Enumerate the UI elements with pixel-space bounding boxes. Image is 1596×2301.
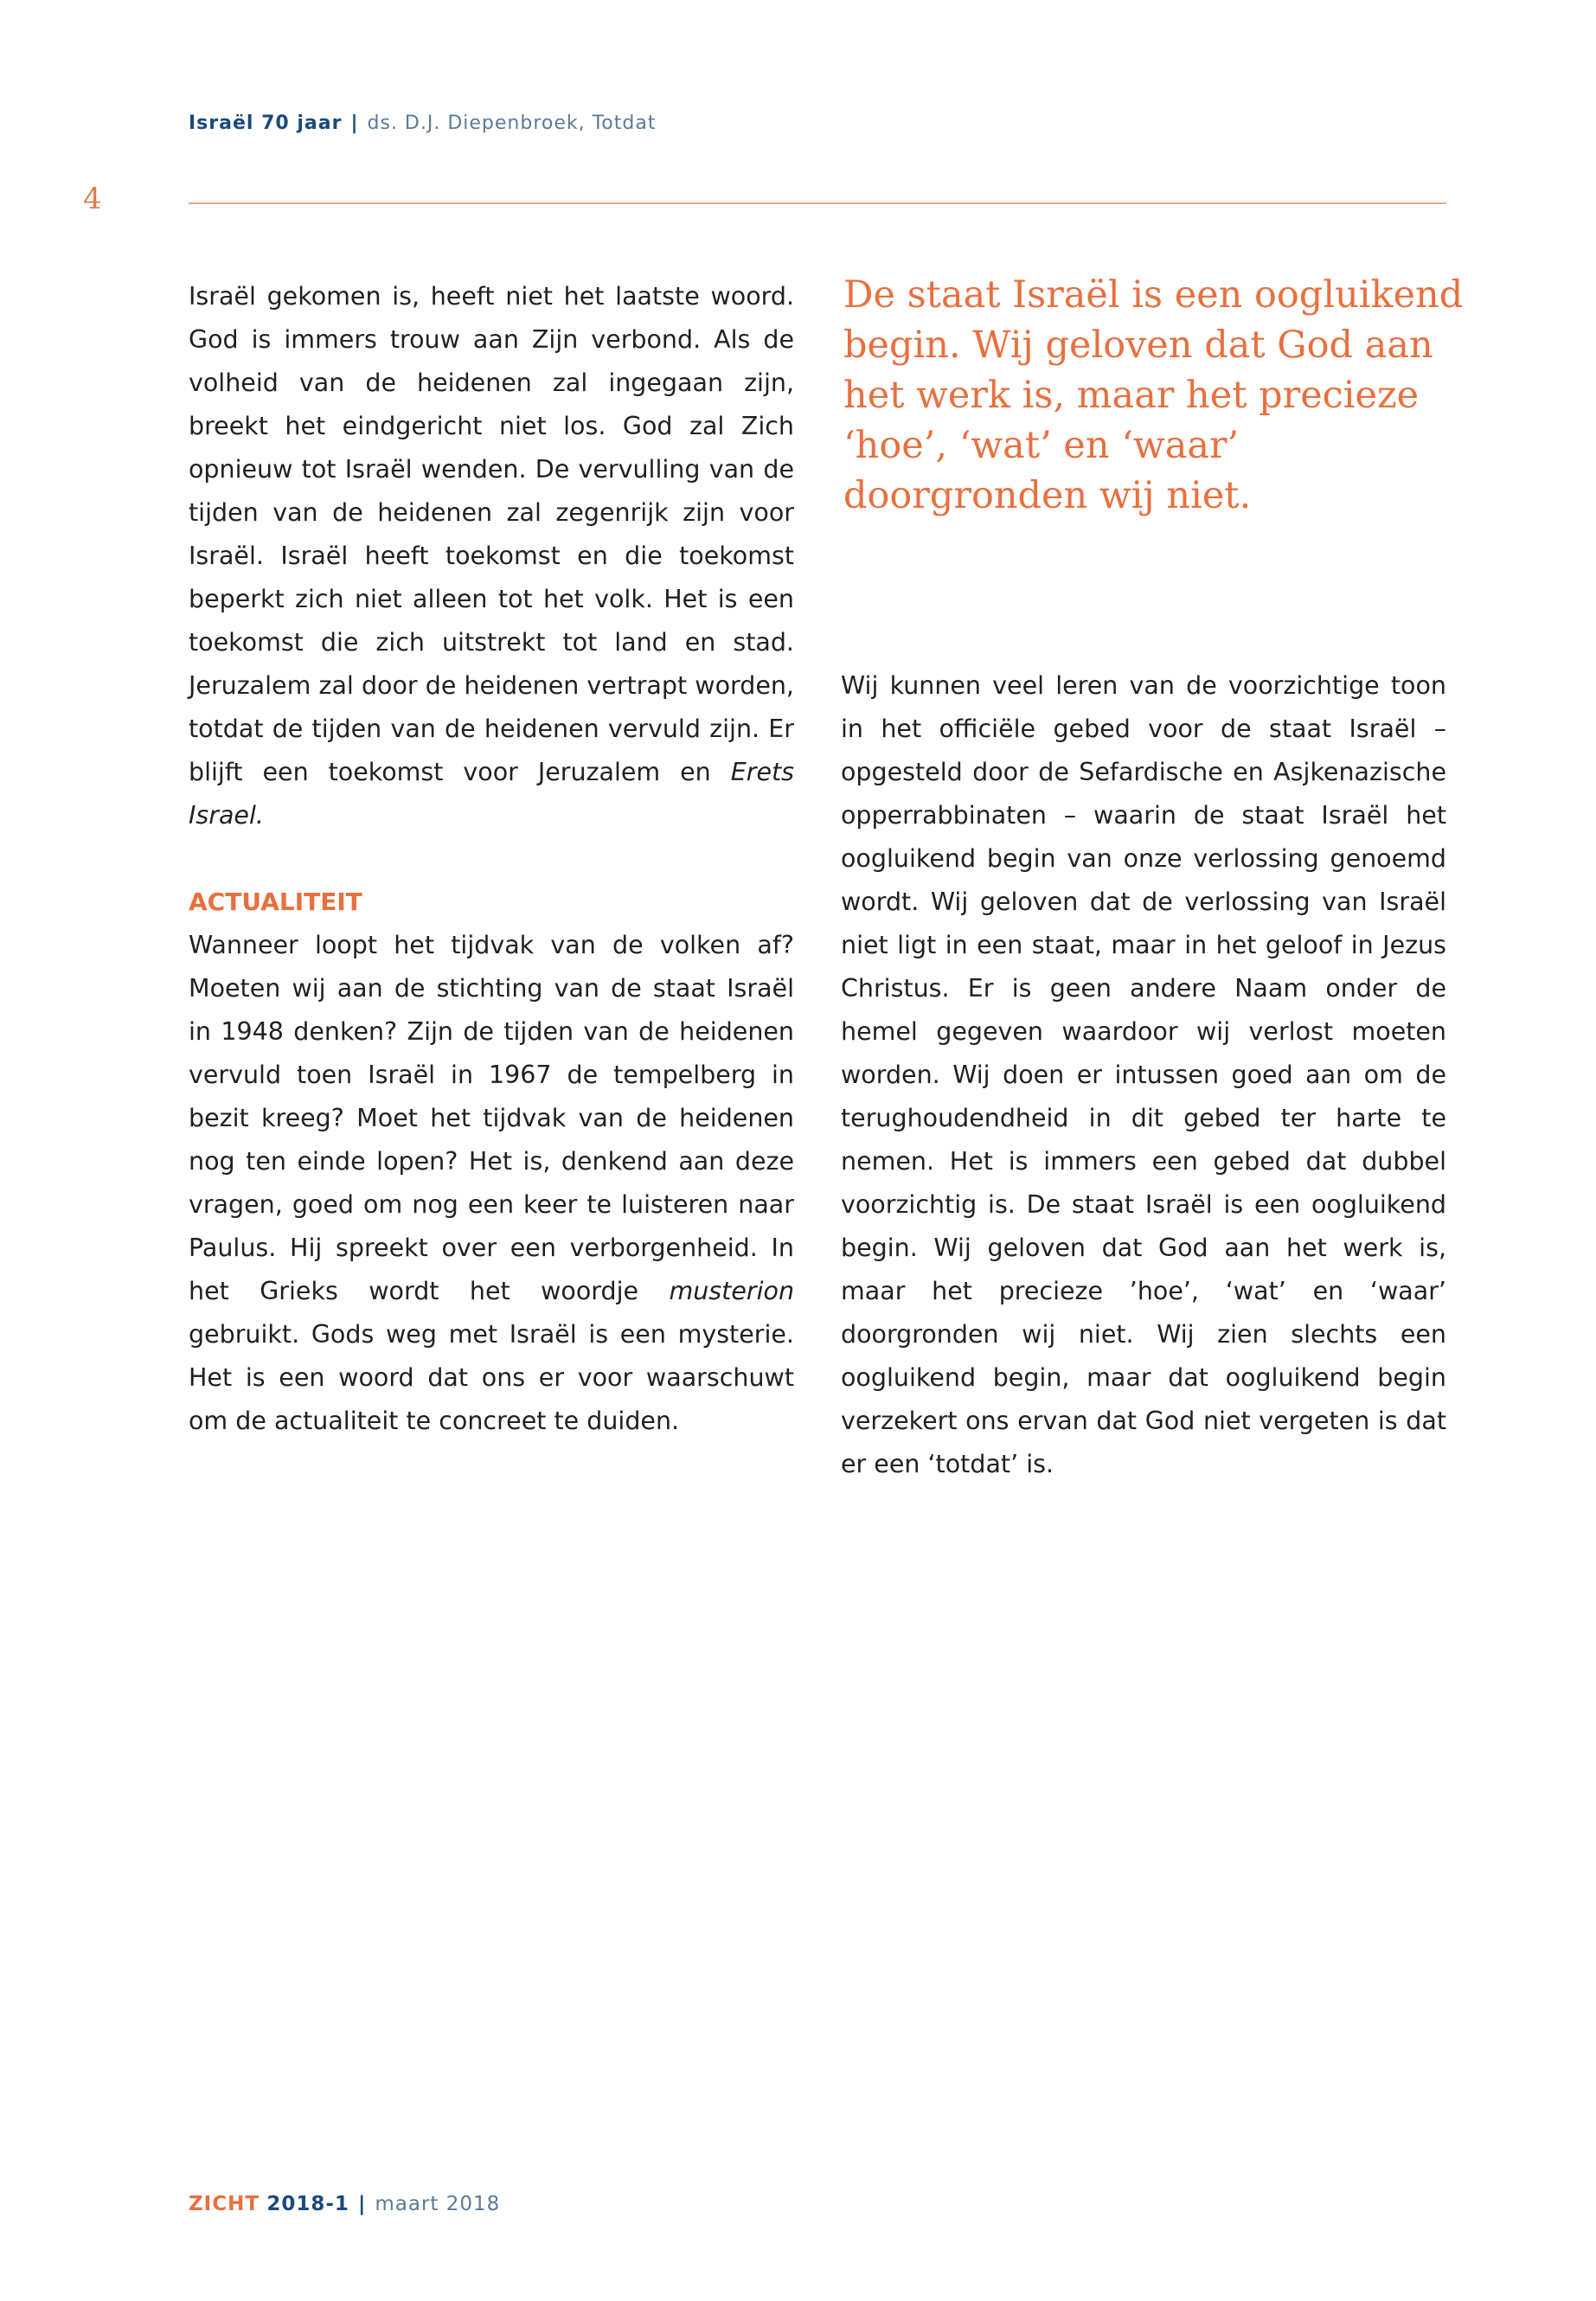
issue-date: maart 2018 [375, 2193, 501, 2215]
right-paragraph: Wij kunnen veel leren van de voorzichtige toon in het officiële gebed voor de staat Israël – opgesteld door de Sefardische en Asjkenazische opperrabbinaten – waarin de staat Israël het oogluikend begin van onze verlossing genoemd wordt. Wij geloven dat de verlossing van Israël niet ligt in een staat, maar in het geloof in Jezus Christus. Er is geen andere Naam onder de hemel gegeven waardoor wij verlost moeten worden. Wij doen er intussen goed aan om de terughoudendheid in dit gebed ter harte te nemen. Het is immers een gebed dat dubbel voorzichtig is. De staat Israël is een oogluikend begin. Wij geloven dat God aan het werk is, maar het precieze ’hoe’, ‘wat’ en ‘waar’ doorgronden wij niet. Wij zien slechts een oogluikend begin, maar dat oogluikend begin verzekert ons ervan dat God niet vergeten is dat er een ‘totdat’ is. [841, 671, 1446, 1478]
section-heading: ACTUALITEIT [189, 888, 362, 916]
section-text-part2: gebruikt. Gods weg met Israël is een mysterie. Het is een woord dat ons er voor waarschuwt om de actualiteit te concreet te duiden. [189, 1320, 794, 1435]
page-number: 4 [83, 182, 102, 216]
intro-text: Israël gekomen is, heeft niet het laatste woord. God is immers trouw aan Zijn verbond. Als de volheid van de heidenen zal ingegaan zijn, breekt het eindgericht niet los. God zal Zich opnieuw tot Israël wenden. De vervulling van de tijden van de heidenen zal zegenrijk zijn voor Israël. Israël heeft toekomst en die toekomst beperkt zich niet alleen tot het volk. Het is een toekomst die zich uitstrekt tot land en stad. Jeruzalem zal door de heidenen vertrapt worden, totdat de tijden van de heidenen vervuld zijn. Er blijft een toekomst voor Jeruzalem en [189, 282, 794, 786]
intro-paragraph [189, 275, 794, 837]
magazine-name: ZICHT [189, 2193, 260, 2215]
footer-separator: | [357, 2193, 367, 2215]
series-title: Israël 70 jaar [189, 112, 343, 134]
left-column [189, 275, 794, 1443]
footer [189, 2193, 500, 2215]
pull-quote: De staat Israël is een oogluikend begin. Wij geloven dat God aan het werk is, maar het precieze ‘hoe’, ‘wat’ en ‘waar’ doorgronden wij niet. [843, 273, 1464, 517]
issue-number: 2018-1 [266, 2193, 349, 2215]
header-rule [189, 202, 1446, 204]
paragraph-gap [189, 837, 794, 881]
intro-italic-end: Erets Israel. [189, 758, 795, 830]
article-subtitle: ds. D.J. Diepenbroek, Totdat [367, 112, 657, 134]
header-separator: | [350, 112, 359, 134]
right-column [841, 664, 1446, 1486]
running-header [189, 112, 656, 134]
section-italic-word: musterion [669, 1277, 795, 1305]
section-text-part1: Wanneer loopt het tijdvak van de volken af? Moeten wij aan de stichting van de staat Israël in 1948 denken? Zijn de tijden van de heidenen vervuld toen Israël in 1967 de tempelberg in bezit kreeg? Moet het tijdvak van de heidenen nog ten einde lopen? Het is, denkend aan deze vragen, goed om nog een keer te luisteren naar Paulus. Hij spreekt over een verborgenheid. In het Grieks wordt het woordje [189, 931, 794, 1305]
section-paragraph [189, 924, 794, 1443]
